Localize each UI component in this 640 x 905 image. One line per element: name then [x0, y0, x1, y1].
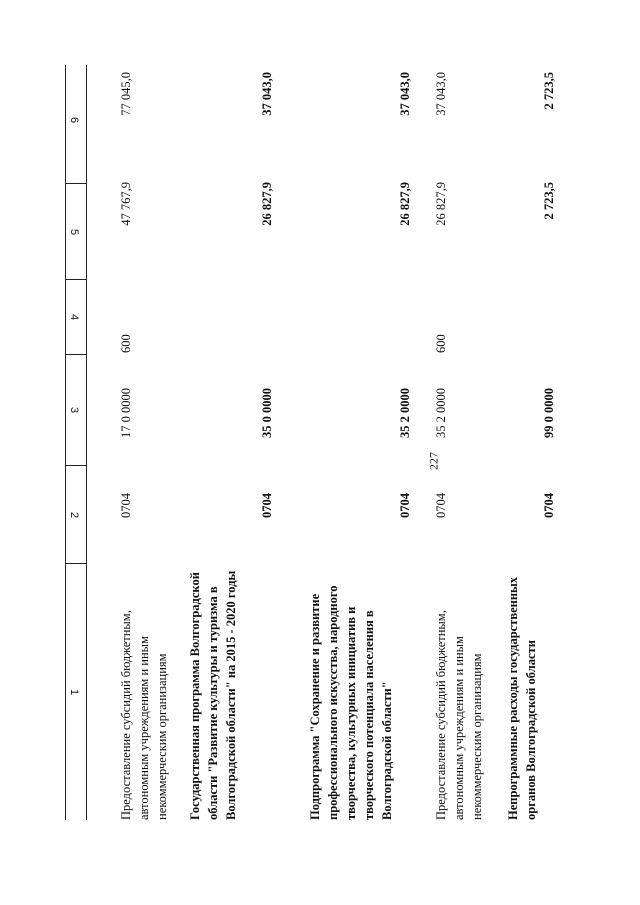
- row-value-5: 26 827,9: [398, 182, 412, 226]
- row-value-5: 26 827,9: [434, 182, 448, 226]
- row-kind: 600: [434, 334, 448, 353]
- row-target: 35 0 0000: [260, 388, 274, 438]
- row-section: 0704: [542, 493, 556, 518]
- column-divider: [65, 354, 86, 355]
- column-divider: [65, 465, 86, 466]
- row-value-5: 47 767,9: [119, 182, 133, 226]
- row-target: 99 0 0000: [542, 388, 556, 438]
- column-divider: [65, 183, 86, 184]
- row-value-6: 37 043,0: [434, 72, 448, 116]
- row-target: 35 2 0000: [398, 388, 412, 438]
- column-divider: [65, 279, 86, 280]
- header-col-5: 5: [68, 228, 80, 236]
- row-section: 0704: [398, 493, 412, 518]
- table-row: [186, 65, 281, 820]
- header-col-1: 1: [68, 688, 80, 696]
- row-kind: 600: [119, 334, 133, 353]
- row-target: 17 0 0000: [119, 388, 133, 438]
- row-name: Непрограммные расходы государственных органов Волгоградской области: [506, 576, 538, 820]
- row-name: Предоставление субсидий бюджетным, автономным учреждениям и иным некоммерческим организациям: [119, 610, 169, 820]
- row-name: Государственная программа Волгоградской области "Развитие культуры и туризма в Волгоградской области" на 2015 - 2020 годы: [188, 570, 238, 820]
- table-row: [432, 65, 492, 820]
- header-col-3: 3: [68, 406, 80, 414]
- row-name: Подпрограмма "Сохранение и развитие профессионального искусства, народного творчества, культурных инициатив и творческого потенциала населения в Волгоградской области": [308, 585, 394, 820]
- header-bottom-rule: [86, 65, 87, 820]
- table-row: [306, 65, 421, 820]
- row-target: 35 2 0000: [434, 388, 448, 438]
- row-section: 0704: [260, 493, 274, 518]
- row-value-6: 2 723,5: [542, 72, 556, 110]
- row-value-5: 26 827,9: [260, 182, 274, 226]
- row-value-5: 2 723,5: [542, 182, 556, 220]
- budget-table: [65, 65, 95, 820]
- row-section: 0704: [434, 493, 448, 518]
- header-col-6: 6: [68, 116, 80, 124]
- page-number: 227: [426, 452, 441, 470]
- header-col-2: 2: [68, 511, 80, 519]
- header-col-4: 4: [68, 313, 80, 321]
- row-value-6: 37 043,0: [398, 72, 412, 116]
- table-row: [117, 65, 177, 820]
- table-top-rule: [65, 65, 66, 820]
- row-value-6: 77 045,0: [119, 72, 133, 116]
- row-value-6: 37 043,0: [260, 72, 274, 116]
- table-row: [504, 65, 564, 820]
- row-name: Предоставление субсидий бюджетным, автономным учреждениям и иным некоммерческим организациям: [434, 610, 484, 820]
- column-divider: [65, 563, 86, 564]
- row-section: 0704: [119, 493, 133, 518]
